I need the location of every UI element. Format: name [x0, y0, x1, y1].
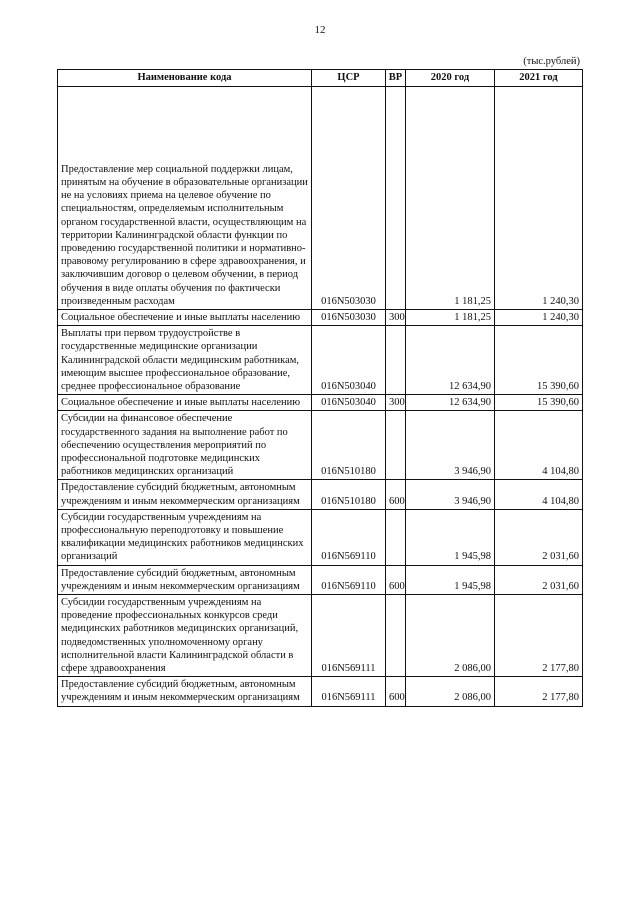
cell-csr: 016N503040: [312, 395, 386, 411]
cell-csr: 016N503030: [312, 87, 386, 310]
cell-vr: [386, 326, 406, 395]
cell-2020: 12 634,90: [406, 326, 495, 395]
cell-name: Предоставление мер социальной поддержки лицам, принятым на обучение в образовательные организации не на условиях приема на целевое обучение по специальностям, определяемым исполнительным органом государственной власти, осуществляющим на территории Калининградской области функции по проведению государственной политики и нормативно-правовому регулированию в сфере здравоохранения, и заключившим договор о целевом обучении, в период обучения в виде оплаты обучения по фактически произведенным расходам: [58, 87, 312, 310]
cell-name: Социальное обеспечение и иные выплаты населению: [58, 395, 312, 411]
budget-table: [57, 69, 583, 707]
cell-csr: 016N569111: [312, 595, 386, 677]
cell-name: Выплаты при первом трудоустройстве в государственные медицинские организации Калининградской области медицинским работникам, имеющим высшее профессиональное образование, среднее профессиональное образование: [58, 326, 312, 395]
cell-vr: 600: [386, 565, 406, 594]
cell-2020: 1 945,98: [406, 565, 495, 594]
table-header: [58, 70, 583, 87]
cell-vr: 600: [386, 480, 406, 509]
table-row: [58, 326, 583, 395]
cell-2020: 1 945,98: [406, 509, 495, 565]
cell-csr: 016N569110: [312, 509, 386, 565]
cell-vr: [386, 411, 406, 480]
cell-2021: 15 390,60: [495, 326, 583, 395]
table-row: [58, 310, 583, 326]
cell-2020: 1 181,25: [406, 87, 495, 310]
cell-name: Субсидии на финансовое обеспечение государственного задания на выполнение работ по обеспечению осуществления мероприятий по профессиональной подготовке медицинских работников медицинских организаций: [58, 411, 312, 480]
cell-vr: [386, 595, 406, 677]
cell-vr: [386, 509, 406, 565]
table-row: [58, 595, 583, 677]
cell-2020: 12 634,90: [406, 395, 495, 411]
cell-2020: 3 946,90: [406, 480, 495, 509]
cell-2021: 4 104,80: [495, 480, 583, 509]
cell-2021: 1 240,30: [495, 310, 583, 326]
header-2020: 2020 год: [406, 70, 495, 87]
cell-2020: 3 946,90: [406, 411, 495, 480]
header-2021: 2021 год: [495, 70, 583, 87]
table-row: [58, 565, 583, 594]
header-row: [58, 70, 583, 87]
table-row: [58, 509, 583, 565]
cell-name: Предоставление субсидий бюджетным, автономным учреждениям и иным некоммерческим организациям: [58, 480, 312, 509]
cell-name: Социальное обеспечение и иные выплаты населению: [58, 310, 312, 326]
cell-csr: 016N503030: [312, 310, 386, 326]
units-label: (тыс.рублей): [523, 56, 580, 67]
cell-2021: 2 031,60: [495, 565, 583, 594]
cell-vr: 300: [386, 395, 406, 411]
cell-vr: 600: [386, 677, 406, 706]
cell-csr: 016N569111: [312, 677, 386, 706]
table-row: [58, 677, 583, 706]
cell-name: Предоставление субсидий бюджетным, автономным учреждениям и иным некоммерческим организациям: [58, 677, 312, 706]
cell-csr: 016N569110: [312, 565, 386, 594]
table-row: [58, 87, 583, 310]
cell-2021: 1 240,30: [495, 87, 583, 310]
header-name: Наименование кода: [58, 70, 312, 87]
cell-2021: 2 177,80: [495, 595, 583, 677]
cell-csr: 016N510180: [312, 411, 386, 480]
cell-vr: [386, 87, 406, 310]
cell-2020: 2 086,00: [406, 677, 495, 706]
cell-csr: 016N510180: [312, 480, 386, 509]
header-csr: ЦСР: [312, 70, 386, 87]
table-row: [58, 411, 583, 480]
cell-csr: 016N503040: [312, 326, 386, 395]
cell-2021: 4 104,80: [495, 411, 583, 480]
header-vr: ВР: [386, 70, 406, 87]
table-body: [58, 87, 583, 707]
cell-2021: 2 177,80: [495, 677, 583, 706]
cell-name: Предоставление субсидий бюджетным, автономным учреждениям и иным некоммерческим организациям: [58, 565, 312, 594]
cell-name: Субсидии государственным учреждениям на профессиональную переподготовку и повышение квалификации медицинских работников медицинских организаций: [58, 509, 312, 565]
cell-2021: 15 390,60: [495, 395, 583, 411]
table-row: [58, 480, 583, 509]
cell-name: Субсидии государственным учреждениям на проведение профессиональных конкурсов среди медицинских работников медицинских организаций, подведомственных уполномоченному органу исполнительной власти Калининградской области в сфере здравоохранения: [58, 595, 312, 677]
table-row: [58, 395, 583, 411]
cell-vr: 300: [386, 310, 406, 326]
cell-2021: 2 031,60: [495, 509, 583, 565]
cell-2020: 1 181,25: [406, 310, 495, 326]
cell-2020: 2 086,00: [406, 595, 495, 677]
page-number: 12: [314, 24, 326, 36]
